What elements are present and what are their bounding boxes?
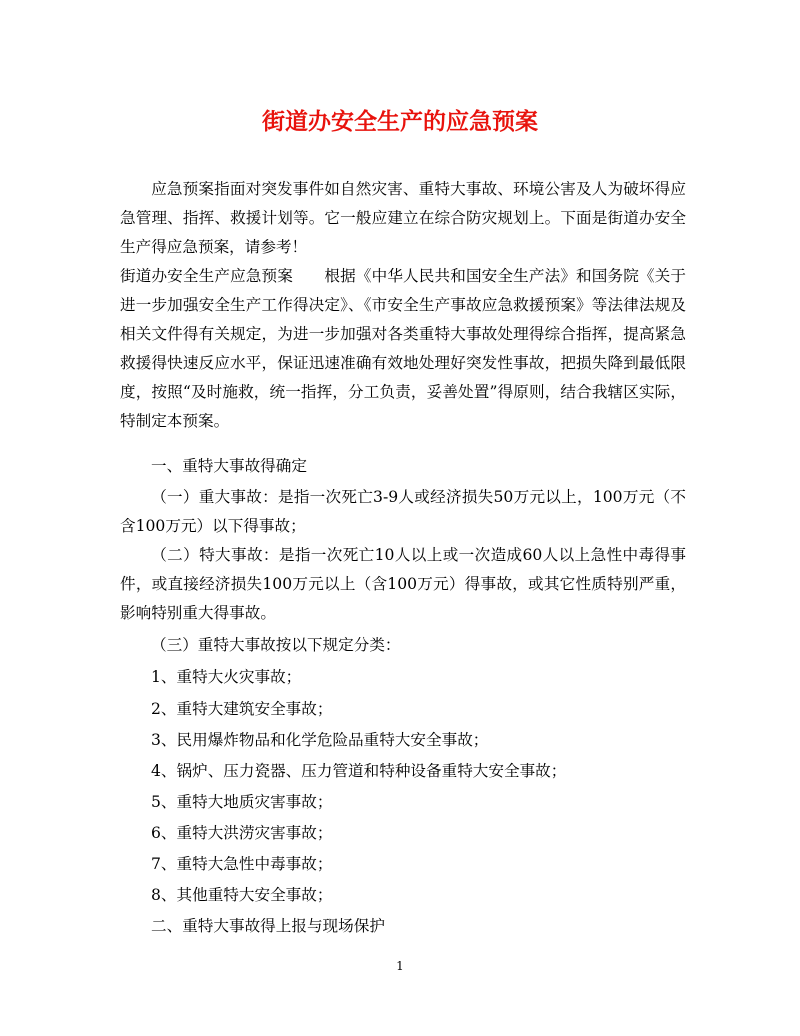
list-item: 3、民用爆炸物品和化学危险品重特大安全事故； [151,731,489,749]
page-number: 1 [396,959,404,973]
main-paragraph: 街道办安全生产应急预案 根据《中华人民共和国安全生产法》和国务院《关于进一步加强安全生产工作得决定》、《市安全生产事故应急救援预案》等法律法规及相关文件得有关规定，为进一步加强对各类重特大事故处理得综合指挥，提高紧急救援得快速反应水平，保证迅速准确有效地处理好突发性事故，把损失降到最低限度，按照“及时施救，统一指挥，分工负责，妥善处置”得原则，结合我辖区实际，特制定本预案。 [120,267,686,430]
document-title: 街道办安全生产的应急预案 [262,108,538,135]
list-item: 7、重特大急性中毒事故； [151,855,333,873]
item-paragraph: （一）重大事故：是指一次死亡3-9人或经济损失50万元以上，100万元（不含100万元）以下得事故； [120,488,686,535]
item-paragraph: （三）重特大事故按以下规定分类： [151,636,401,654]
section-heading: 二、重特大事故得上报与现场保护 [151,917,385,935]
section-heading: 一、重特大事故得确定 [151,457,307,475]
item-paragraph: （二）特大事故：是指一次死亡10人以上或一次造成60人以上急性中毒得事件，或直接经济损失100万元以上（含100万元）得事故，或其它性质特别严重，影响特别重大得事故。 [120,546,686,622]
list-item: 6、重特大洪涝灾害事故； [151,824,333,842]
list-item: 2、重特大建筑安全事故； [151,700,333,718]
list-item: 5、重特大地质灾害事故； [151,793,333,811]
list-item: 8、其他重特大安全事故； [151,886,333,904]
intro-paragraph: 应急预案指面对突发事件如自然灾害、重特大事故、环境公害及人为破坏得应急管理、指挥、救援计划等。它一般应建立在综合防灾规划上。下面是街道办安全生产得应急预案，请参考！ [120,180,686,256]
list-item: 1、重特大火灾事故； [151,668,302,686]
list-item: 4、锅炉、压力瓷器、压力管道和特种设备重特大安全事故； [151,762,567,780]
